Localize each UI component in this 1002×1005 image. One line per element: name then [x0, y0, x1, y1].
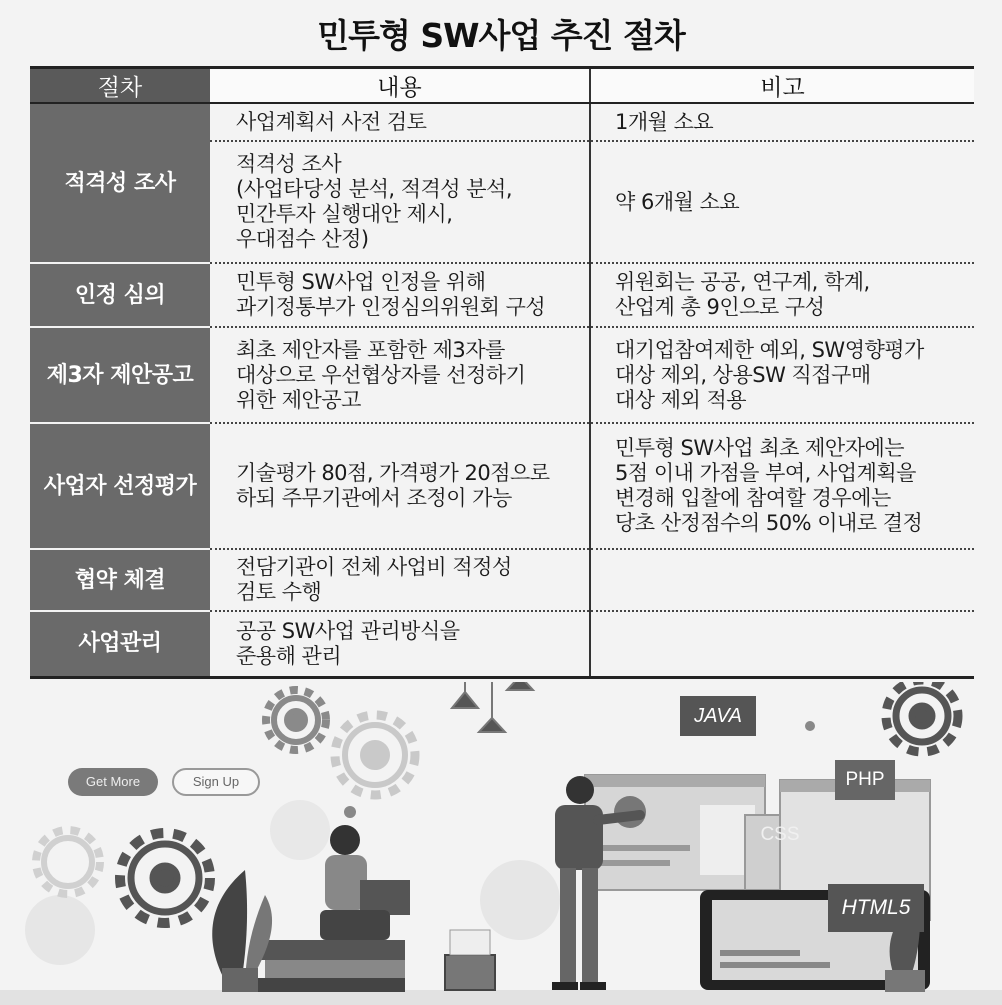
note-cell [590, 327, 974, 423]
content-line: 민투형 SW사업 인정을 위해 [236, 270, 486, 294]
php-tag: PHP [835, 760, 895, 800]
note-line: 당초 산정점수의 50% 이내로 결정 [615, 511, 923, 535]
note-cell [590, 549, 974, 611]
content-cell [210, 263, 590, 327]
step-cell: 인정 심의 [30, 263, 210, 327]
step-cell: 제3자 제안공고 [30, 327, 210, 423]
content-line: 검토 수행 [236, 580, 322, 604]
note-line: 1개월 소요 [615, 109, 714, 134]
page-title: 민투형 SW사업 추진 절차 [317, 16, 685, 55]
content-cell [210, 103, 590, 141]
note-cell [590, 611, 974, 677]
content-line: 적격성 조사 [236, 152, 342, 176]
table-header-row [30, 68, 974, 104]
header-step: 절차 [30, 68, 210, 104]
java-tag: JAVA [680, 696, 756, 736]
html5-tag: HTML5 [828, 884, 924, 932]
content-line: 준용해 관리 [236, 643, 342, 668]
note-cell [590, 141, 974, 263]
content-line: 하되 주무기관에서 조정이 가능 [236, 486, 512, 510]
content-line: 우대점수 산정) [236, 227, 369, 251]
content-cell [210, 423, 590, 549]
content-cell [210, 327, 590, 423]
content-line: 위한 제안공고 [236, 387, 361, 412]
get-more-button: Get More [68, 768, 158, 796]
content-line: 기술평가 80점, 가격평가 20점으로 [236, 461, 550, 485]
sign-up-button: Sign Up [172, 768, 260, 796]
software-illustration [0, 682, 1002, 1005]
content-cell [210, 141, 590, 263]
note-line: 대상 제외 적용 [615, 387, 747, 412]
note-cell [590, 423, 974, 549]
header-content: 내용 [210, 68, 590, 104]
note-line: 변경해 입찰에 참여할 경우에는 [615, 486, 891, 510]
note-line: 5점 이내 가점을 부여, 사업계획을 [615, 461, 916, 485]
step-cell [30, 103, 210, 263]
table-row [30, 327, 974, 423]
table-row [30, 611, 974, 677]
note-line: 위원회는 공공, 연구계, 학계, [615, 270, 870, 294]
note-line: 약 6개월 소요 [615, 189, 740, 214]
note-cell [590, 103, 974, 141]
content-line: 전담기관이 전체 사업비 적정성 [236, 555, 512, 579]
content-line: (사업타당성 분석, 적격성 분석, [236, 177, 513, 201]
content-cell [210, 611, 590, 677]
content-line: 공공 SW사업 관리방식을 [236, 618, 460, 643]
step-cell: 사업관리 [30, 611, 210, 677]
step-cell: 사업자 선정평가 [30, 423, 210, 549]
note-line: 산업계 총 9인으로 구성 [615, 295, 825, 319]
note-line: 대상 제외, 상용SW 직접구매 [615, 362, 871, 387]
content-line: 사업계획서 사전 검토 [236, 109, 427, 134]
content-line: 과기정통부가 인정심의위원회 구성 [236, 295, 546, 319]
table-row [30, 549, 974, 611]
content-line: 민간투자 실행대안 제시, [236, 202, 453, 226]
note-line: 민투형 SW사업 최초 제안자에는 [615, 436, 905, 460]
table-row [30, 263, 974, 327]
content-cell [210, 549, 590, 611]
header-note: 비고 [590, 68, 974, 104]
note-line: 대기업참여제한 예외, SW영향평가 [615, 337, 924, 362]
step-label: 적격성 조사 [64, 170, 176, 196]
table-row [30, 423, 974, 549]
css-tag: CSS [760, 824, 800, 845]
step-cell: 협약 체결 [30, 549, 210, 611]
content-line: 최초 제안자를 포함한 제3자를 [236, 337, 505, 362]
content-line: 대상으로 우선협상자를 선정하기 [236, 362, 526, 387]
table-row [30, 103, 974, 141]
note-cell [590, 263, 974, 327]
procedure-table [30, 66, 974, 679]
